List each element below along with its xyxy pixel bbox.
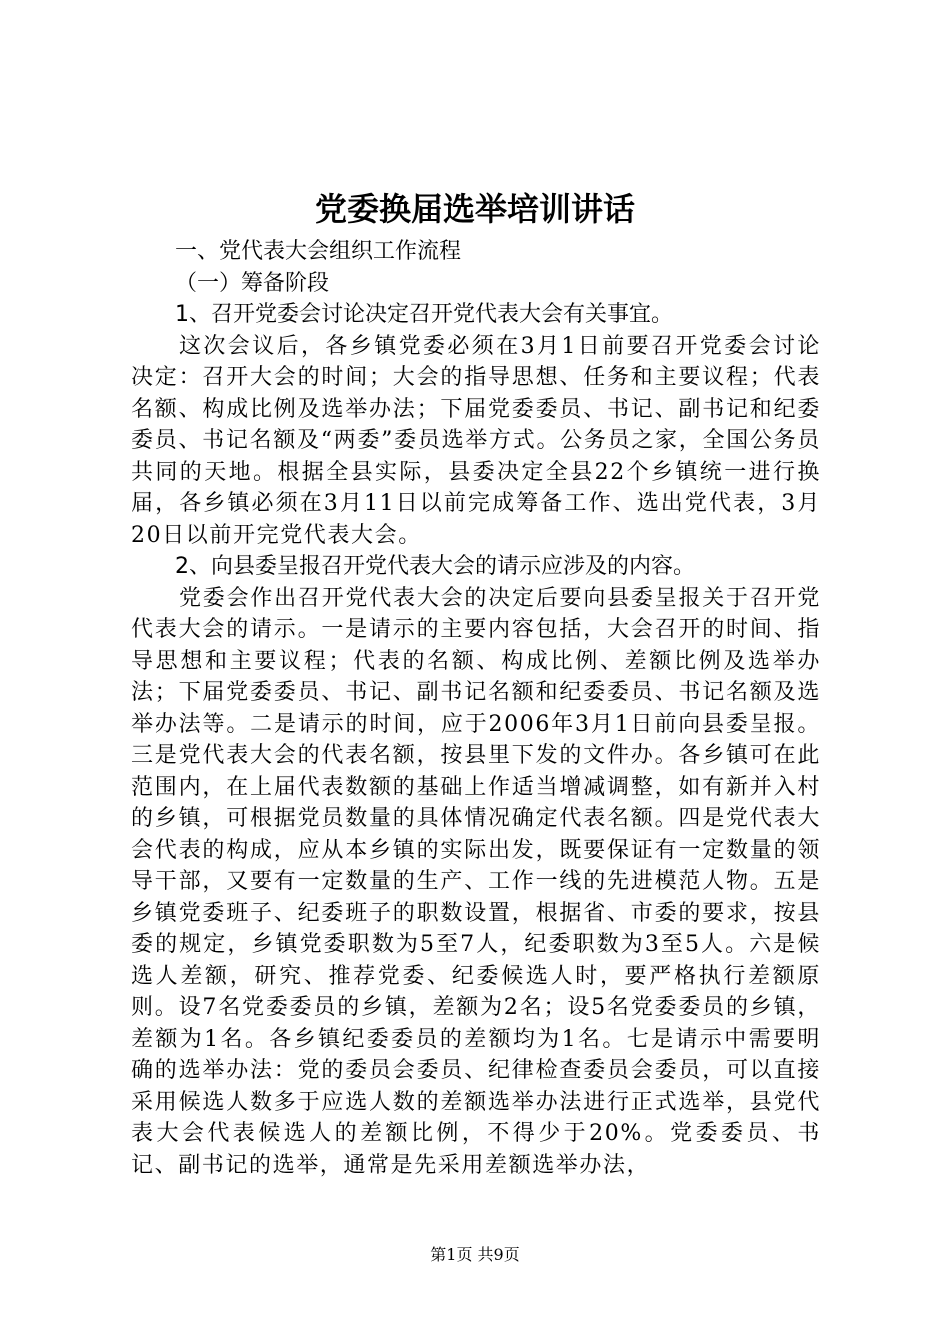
paragraph-1: 这次会议后，各乡镇党委必须在3月1日前要召开党委会讨论决定：召开大会的时间；大会的指导思想、任务和主要议程；代表名额、构成比例及选举办法；下届党委委员、书记、副书记和纪委委员、书记名额及“两委”委员选举方式。公务员之家，全国公务员共同的天地。根据全县实际，县委决定全县22个乡镇统一进行换届，各乡镇必须在3月11日以前完成筹备工作、选出党代表，3月20日以前开完党代表大会。 <box>131 333 821 548</box>
document-title: 党委换届选举培训讲话 <box>314 190 635 228</box>
section-heading-1: 一、党代表大会组织工作流程 <box>175 239 462 264</box>
document-body <box>131 236 821 1181</box>
section-heading-3: 1、召开党委会讨论决定召开党代表大会有关事宜。 <box>175 302 673 327</box>
section-heading-2: （一）筹备阶段 <box>175 270 330 296</box>
section-heading-4: 2、向县委呈报召开党代表大会的请示应涉及的内容。 <box>175 554 695 579</box>
paragraph-2: 党委会作出召开党代表大会的决定后要向县委呈报关于召开党代表大会的请示。一是请示的主要内容包括，大会召开的时间、指导思想和主要议程；代表的名额、构成比例、差额比例及选举办法；下届党委委员、书记、副书记名额和纪委委员、书记名额及选举办法等。二是请示的时间，应于2006年3月1日前向县委呈报。三是党代表大会的代表名额，按县里下发的文件办。各乡镇可在此范围内，在上届代表数额的基础上作适当增减调整，如有新并入村的乡镇，可根据党员数量的具体情况确定代表名额。四是党代表大会代表的构成，应从本乡镇的实际出发，既要保证有一定数量的领导干部，又要有一定数量的生产、工作一线的先进模范人物。五是乡镇党委班子、纪委班子的职数设置，根据省、市委的要求，按县委的规定，乡镇党委职数为5至7人，纪委职数为3至5人。六是候选人差额，研究、推荐党委、纪委候选人时，要严格执行差额原则。设7名党委委员的乡镇，差额为2名；设5名党委委员的乡镇，差额为1名。各乡镇纪委委员的差额均为1名。七是请示中需要明确的选举办法：党的委员会委员、纪律检查委员会委员，可以直接采用候选人数多于应选人数的差额选举办法进行正式选举，县党代表大会代表候选人的差额比例，不得少于20%。党委委员、书记、副书记的选举，通常是先采用差额选举办法， <box>131 585 821 1178</box>
page-number-footer: 第1页 共9页 <box>430 1245 520 1264</box>
